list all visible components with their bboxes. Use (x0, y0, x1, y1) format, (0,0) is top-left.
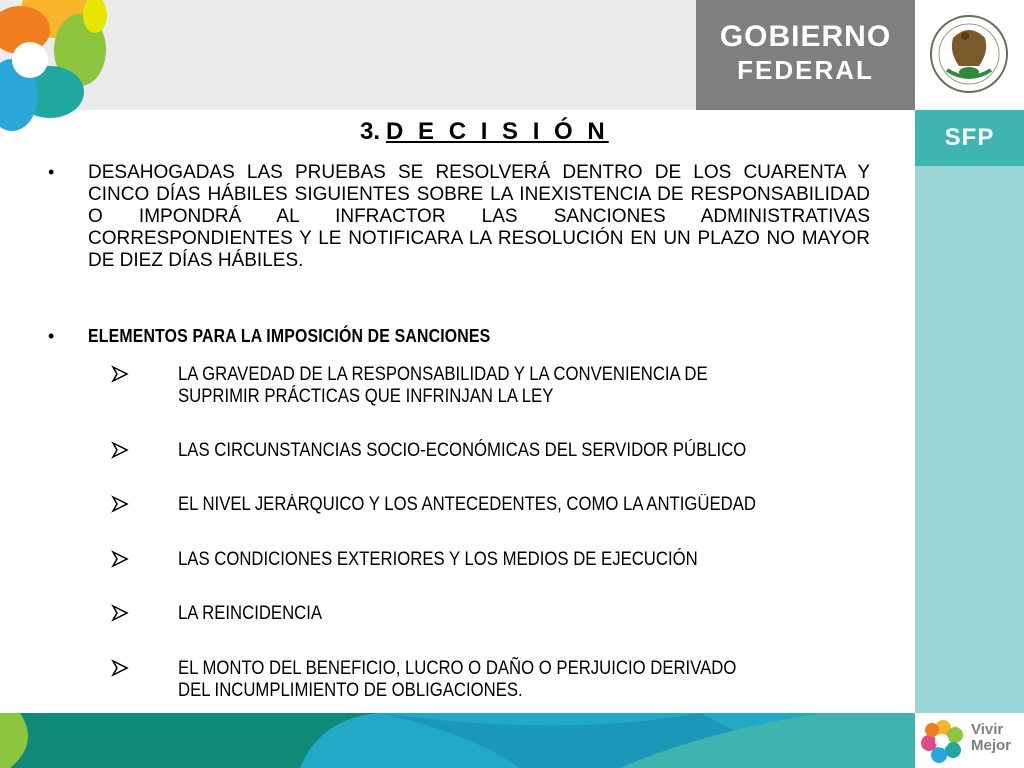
right-sidebar-band (915, 166, 1024, 713)
arrow-bullet-icon (110, 364, 130, 384)
sub-item-4 (110, 549, 830, 571)
mexican-seal-icon (927, 8, 1011, 100)
sub-item-text: LA GRAVEDAD DE LA RESPONSABILIDAD Y LA CONVENIENCIA DE (178, 364, 708, 385)
arrow-bullet-icon (110, 494, 130, 514)
sub-item-6 (110, 658, 830, 702)
flower-logo-icon (0, 0, 110, 140)
bullet-dot-icon: • (48, 162, 55, 182)
seal-container (915, 0, 1024, 110)
slide-title (360, 118, 609, 146)
sub-item-2 (110, 440, 830, 462)
title-word: D E C I S I Ó N (386, 118, 609, 145)
bullet-1-text: DESAHOGADAS LAS PRUEBAS SE RESOLVERÁ DENTRO DE LOS CUARENTA Y CINCO DÍAS HÁBILES SIGUIENTES SOBRE LA INEXISTENCIA DE RESPONSABILIDAD O IMPONDRÁ AL INFRACTOR LAS SANCIONES ADMINISTRATIVAS CORRESPONDIENTES Y LE NOTIFICARA LA RESOLUCIÓN EN UN PLAZO NO MAYOR DE DIEZ DÍAS HÁBILES. (88, 162, 870, 271)
sub-item-3 (110, 494, 830, 516)
sub-item-text: DEL INCUMPLIMIENTO DE OBLIGACIONES. (178, 680, 523, 701)
logo-line-2: Mejor (971, 737, 1012, 754)
vivir-mejor-text (971, 722, 1011, 754)
vivir-mejor-logo (915, 713, 1024, 768)
federal-text: FEDERAL (737, 55, 874, 85)
arrow-bullet-icon (110, 549, 130, 569)
title-number: 3. (360, 118, 381, 145)
bullet-paragraph-1 (48, 162, 870, 272)
vivir-mejor-flower-icon (921, 719, 965, 763)
sub-item-text: LAS CIRCUNSTANCIAS SOCIO-ECONÓMICAS DEL SERVIDOR PÚBLICO (178, 440, 747, 461)
footer-band (0, 713, 915, 768)
bullet-paragraph-2 (48, 326, 870, 347)
bullet-dot-icon: • (48, 326, 55, 346)
arrow-bullet-icon (110, 440, 130, 460)
sub-item-text: SUPRIMIR PRÁCTICAS QUE INFRINJAN LA LEY (178, 386, 554, 407)
sfp-label: SFP (915, 110, 1024, 166)
sub-item-text: LAS CONDICIONES EXTERIORES Y LOS MEDIOS DE EJECUCIÓN (178, 549, 698, 570)
gobierno-federal-banner (696, 0, 915, 110)
sub-item-text: EL NIVEL JERÁRQUICO Y LOS ANTECEDENTES, COMO LA ANTIGÜEDAD (178, 494, 756, 515)
sub-item-text: LA REINCIDENCIA (178, 603, 323, 624)
bullet-2-text: ELEMENTOS PARA LA IMPOSICIÓN DE SANCIONES (88, 326, 491, 346)
arrow-bullet-icon (110, 603, 130, 623)
sub-item-5 (110, 603, 830, 625)
logo-line-1: Vivir (971, 721, 1004, 738)
gobierno-text: GOBIERNO (719, 20, 892, 53)
sub-item-text: EL MONTO DEL BENEFICIO, LUCRO O DAÑO O PERJUICIO DERIVADO (178, 658, 737, 679)
arrow-bullet-icon (110, 658, 130, 678)
sub-item-1 (110, 364, 830, 408)
